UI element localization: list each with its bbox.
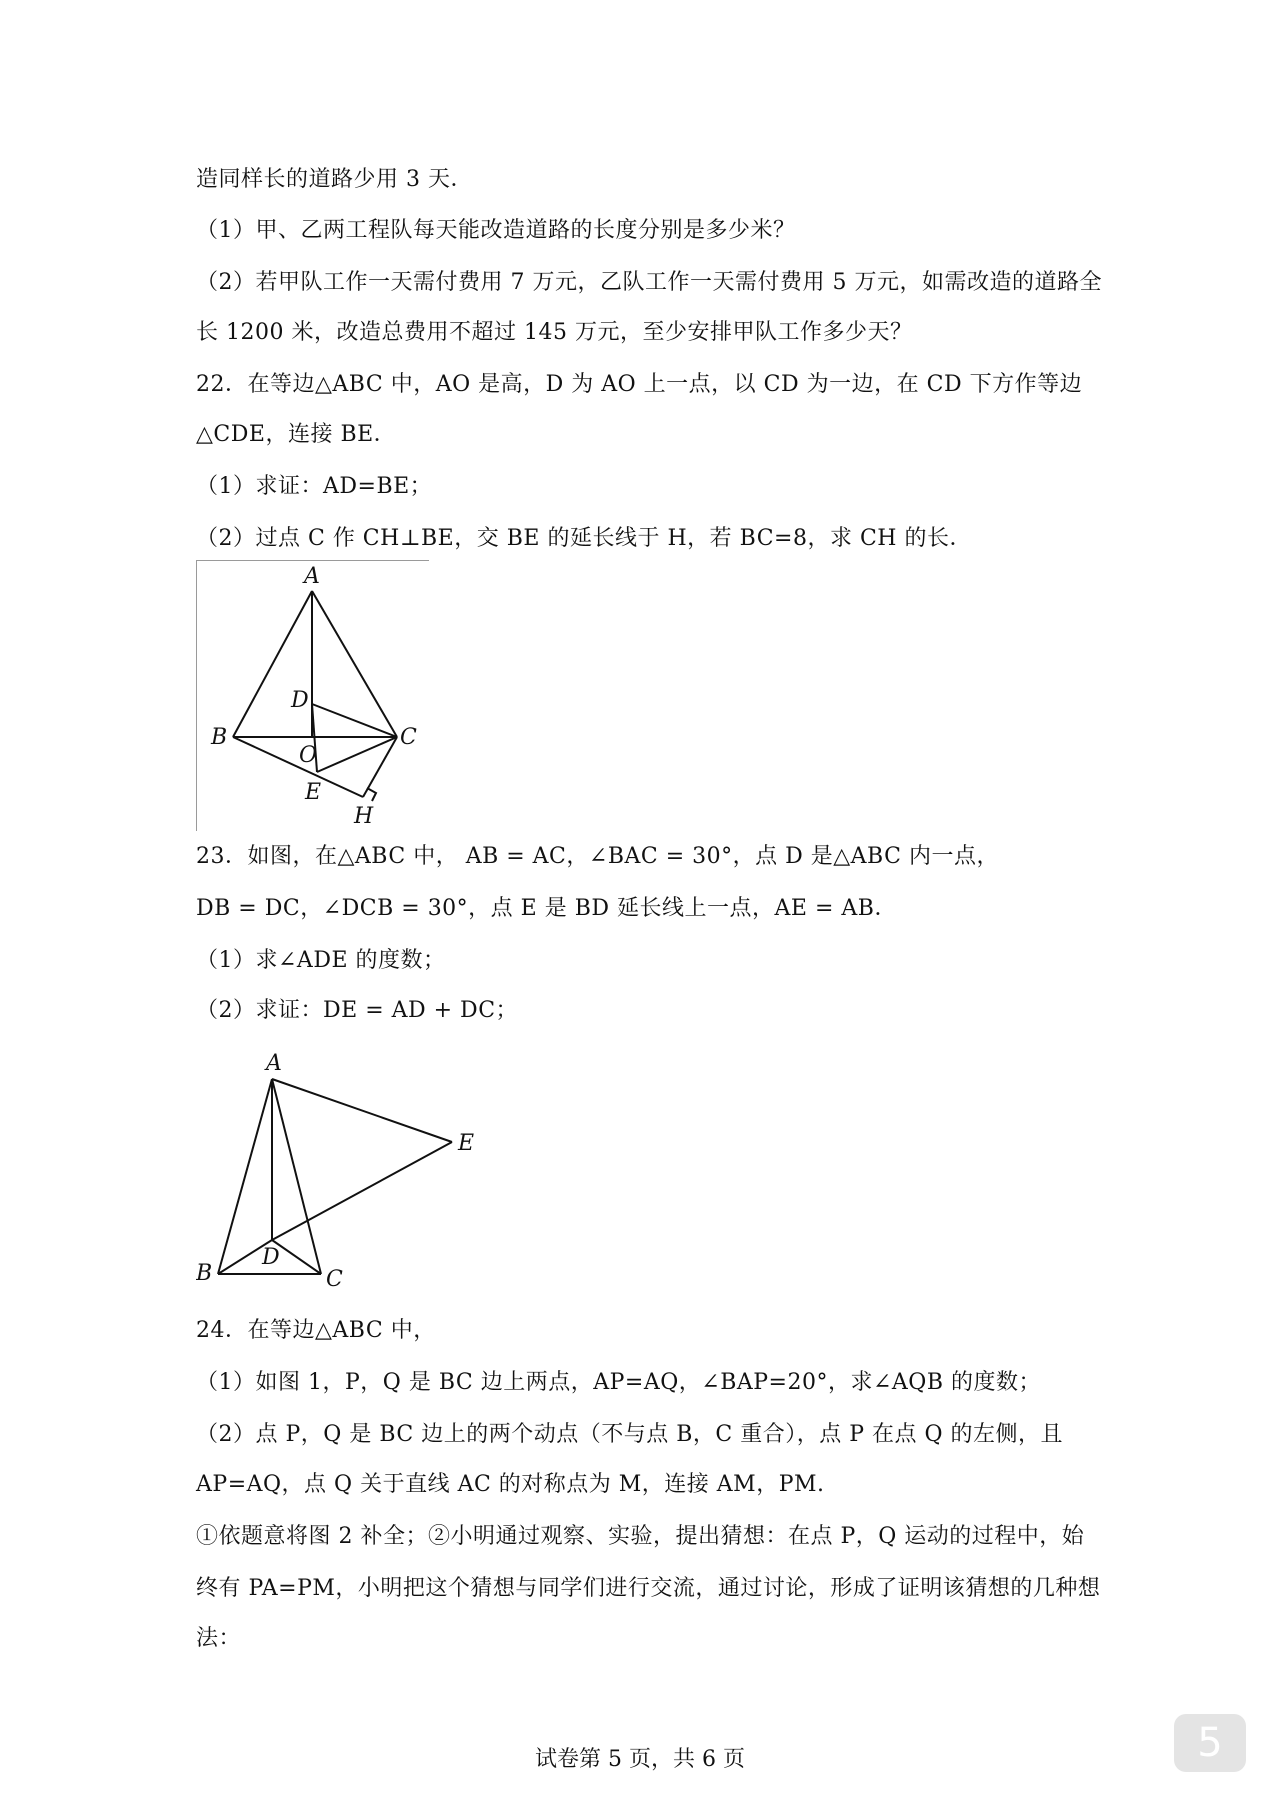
question-24-stem: 24．在等边△ABC 中，: [196, 1318, 436, 1343]
text-line: 长 1200 米，改造总费用不超过 145 万元，至少安排甲队工作多少天？: [196, 320, 913, 345]
label-a: A: [304, 564, 320, 589]
label-d: D: [262, 1245, 280, 1270]
question-21-part-2: （2）若甲队工作一天需付费用 7 万元，乙队工作一天需付费用 5 万元，如需改造的道路全: [196, 270, 1102, 295]
figure-question-22: [196, 560, 429, 831]
question-24-part-1: （1）如图 1，P，Q 是 BC 边上两点，AP=AQ，∠BAP=20°，求∠AQB 的度数；: [196, 1370, 1041, 1395]
question-24-instructions-end: 法：: [196, 1626, 242, 1651]
page-footer: 试卷第 5 页，共 6 页: [535, 1747, 745, 1772]
question-23-part-1: （1）求∠ADE 的度数；: [196, 948, 446, 973]
text-line: 造同样长的道路少用 3 天．: [196, 167, 473, 192]
question-24-instructions-cont: 终有 PA=PM，小明把这个猜想与同学们进行交流，通过讨论，形成了证明该猜想的几种想: [196, 1576, 1101, 1601]
label-o: O: [299, 743, 318, 768]
label-e: E: [458, 1131, 475, 1156]
question-22-stem: 22．在等边△ABC 中，AO 是高，D 为 AO 上一点，以 CD 为一边，在 CD 下方作等边: [196, 372, 1083, 397]
question-23-stem: 23．如图，在△ABC 中， AB = AC，∠BAC = 30°，点 D 是△ABC 内一点，: [196, 844, 999, 869]
question-23-stem-cont: DB = DC，∠DCB = 30°，点 E 是 BD 延长线上一点，AE = AB．: [196, 896, 897, 921]
question-24-part-2: （2）点 P，Q 是 BC 边上的两个动点（不与点 B，C 重合），点 P 在点 Q 的左侧，且: [196, 1422, 1064, 1447]
question-21-part-1: （1）甲、乙两工程队每天能改造道路的长度分别是多少米？: [196, 218, 796, 243]
figure-question-23: [196, 1050, 496, 1290]
question-22-part-2: （2）过点 C 作 CH⊥BE，交 BE 的延长线于 H，若 BC=8，求 CH 的长．: [196, 526, 972, 551]
label-a: A: [266, 1051, 282, 1076]
question-22-stem-cont: △CDE，连接 BE．: [196, 422, 397, 447]
label-c: C: [326, 1267, 343, 1290]
question-24-part-2-cont: AP=AQ，点 Q 关于直线 AC 的对称点为 M，连接 AM，PM.: [196, 1472, 825, 1497]
label-b: B: [211, 725, 228, 750]
page-number-badge: 5: [1174, 1714, 1246, 1772]
label-c: C: [400, 725, 417, 750]
question-24-instructions: ①依题意将图 2 补全；②小明通过观察、实验，提出猜想：在点 P，Q 运动的过程中，始: [196, 1524, 1085, 1549]
label-d: D: [291, 688, 309, 713]
question-22-part-1: （1）求证：AD=BE；: [196, 474, 433, 499]
label-b: B: [196, 1261, 213, 1286]
label-e: E: [305, 780, 322, 805]
question-23-part-2: （2）求证：DE = AD + DC；: [196, 998, 519, 1023]
label-h: H: [354, 804, 374, 829]
